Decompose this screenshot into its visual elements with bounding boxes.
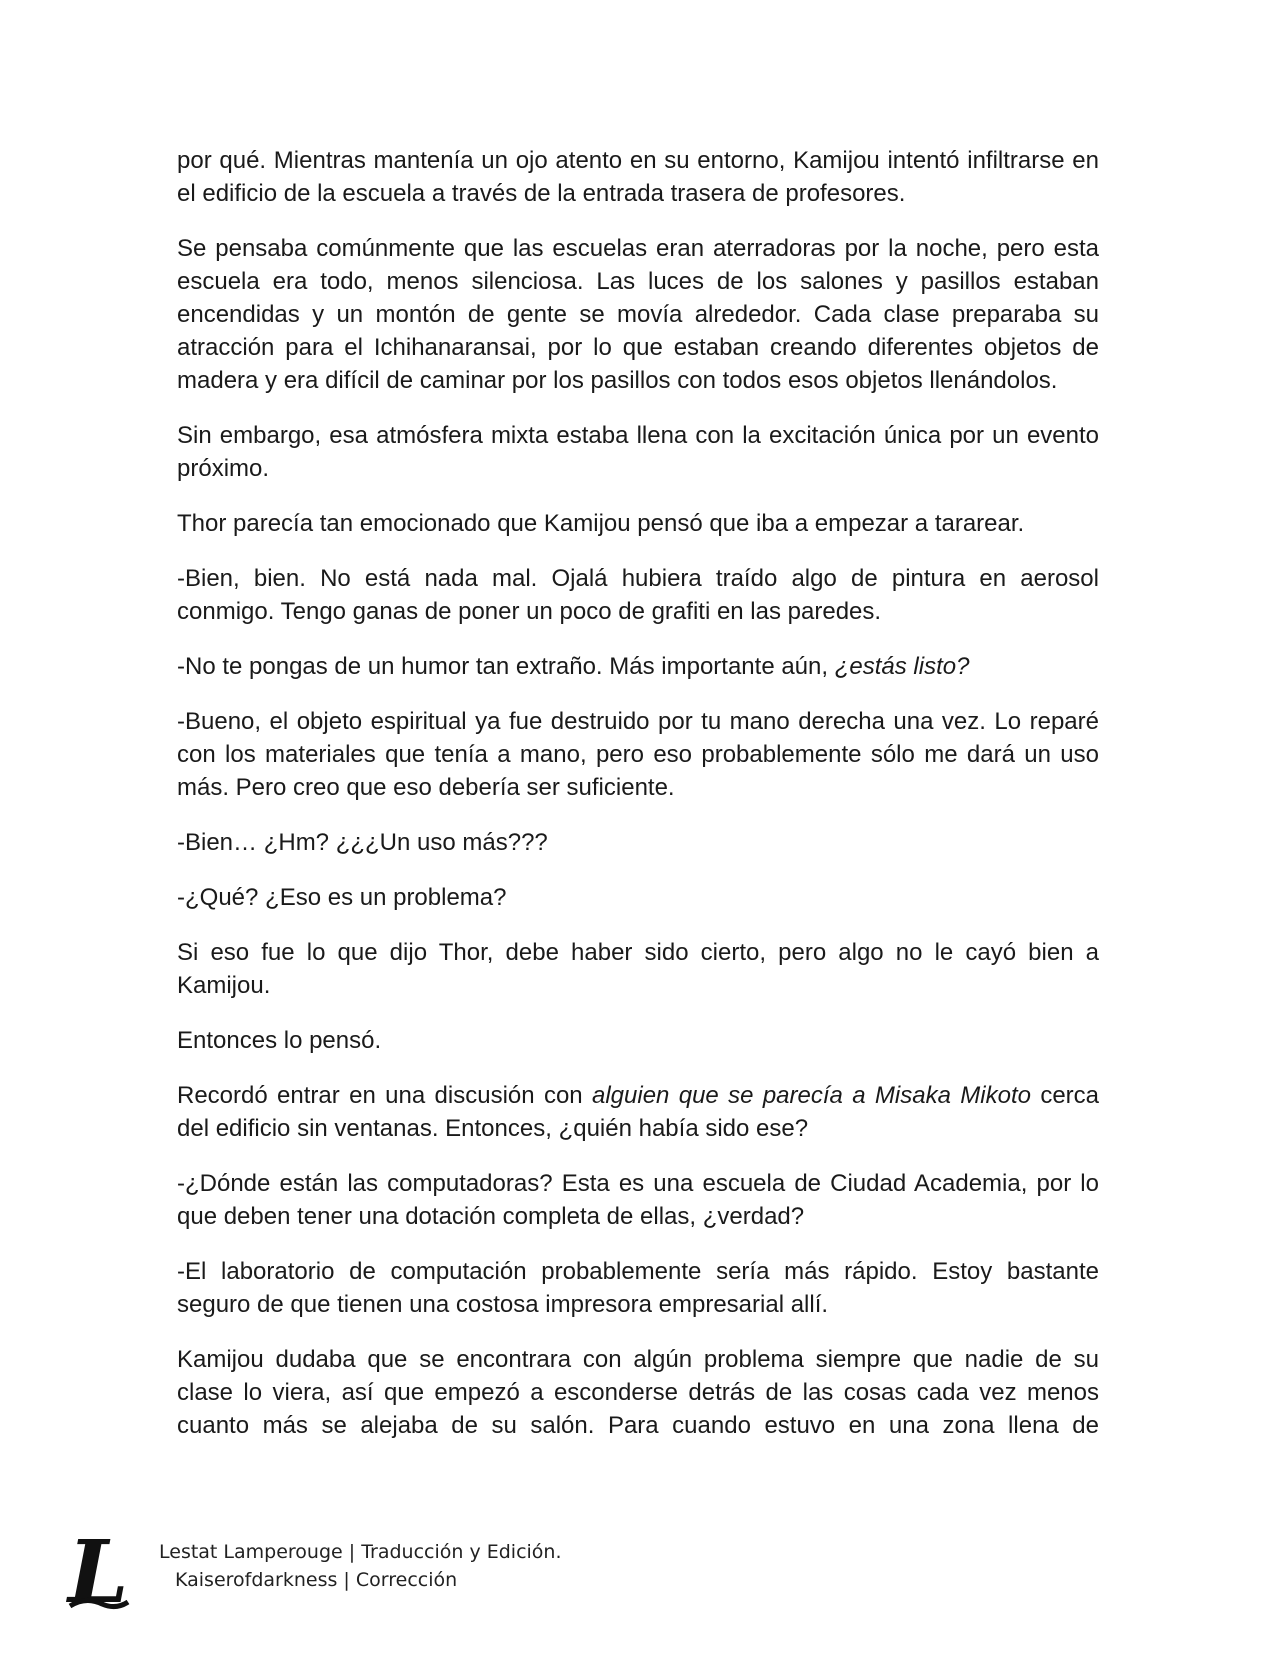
paragraph: -Bueno, el objeto espiritual ya fue destruido por tu mano derecha una vez. Lo reparé con los materiales que tenía a mano, pero eso probablemente sólo me dará un uso más. Pero creo que eso debería ser suficiente. (177, 708, 1099, 801)
paragraph: -El laboratorio de computación probablemente sería más rápido. Estoy bastante seguro de que tienen una costosa impresora empresarial allí. (177, 1258, 1099, 1318)
body-text (177, 144, 1099, 1442)
italic-text: ¿estás listo? (834, 653, 970, 680)
credit-translation: Lestat Lamperouge | Traducción y Edición. (159, 1541, 562, 1563)
paragraph: Thor parecía tan emocionado que Kamijou pensó que iba a empezar a tararear. (177, 510, 1025, 537)
paragraph (177, 1079, 1099, 1145)
paragraph: Se pensaba comúnmente que las escuelas eran aterradoras por la noche, pero esta escuela era todo, menos silenciosa. Las luces de los salones y pasillos estaban encendidas y un montón de gente se movía alrededor. Cada clase preparaba su atracción para el Ichihanaransai, por lo que estaban creando diferentes objetos de madera y era difícil de caminar por los pasillos con todos esos objetos llenándolos. (177, 235, 1099, 394)
paragraph: Kamijou dudaba que se encontrara con algún problema siempre que nadie de su clase lo viera, así que empezó a esconderse detrás de las cosas cada vez menos cuanto más se alejaba de su salón. Para cuando estuvo en una zona llena de (177, 1346, 1099, 1439)
paragraph: -¿Qué? ¿Eso es un problema? (177, 884, 507, 911)
paragraph-text: -No te pongas de un humor tan extraño. Más importante aún, (177, 653, 835, 680)
paragraph: Entonces lo pensó. (177, 1027, 382, 1054)
page-footer (64, 1532, 764, 1612)
logo-letter: L (68, 1532, 129, 1612)
paragraph: Sin embargo, esa atmósfera mixta estaba llena con la excitación única por un evento próximo. (177, 422, 1099, 482)
gothic-l-logo-icon (64, 1532, 134, 1612)
paragraph: -Bien, bien. No está nada mal. Ojalá hubiera traído algo de pintura en aerosol conmigo. Tengo ganas de poner un poco de grafiti en las paredes. (177, 565, 1099, 625)
paragraph: por qué. Mientras mantenía un ojo atento en su entorno, Kamijou intentó infiltrarse en el edificio de la escuela a través de la entrada trasera de profesores. (177, 147, 1099, 207)
paragraph-text: Recordó entrar en una discusión con (177, 1082, 592, 1109)
credit-correction: Kaiserofdarkness | Corrección (175, 1569, 458, 1591)
paragraph-text: cerca del edificio sin ventanas. Entonces, ¿quién había sido ese? (177, 1082, 1100, 1142)
paragraph: -¿Dónde están las computadoras? Esta es una escuela de Ciudad Academia, por lo que deben tener una dotación completa de ellas, ¿verdad? (177, 1170, 1099, 1230)
italic-text: alguien que se parecía a Misaka Mikoto (591, 1082, 1031, 1109)
paragraph: Si eso fue lo que dijo Thor, debe haber sido cierto, pero algo no le cayó bien a Kamijou. (177, 939, 1099, 999)
paragraph: -Bien… ¿Hm? ¿¿¿Un uso más??? (177, 829, 548, 856)
paragraph (177, 650, 1099, 683)
credits (159, 1538, 562, 1594)
